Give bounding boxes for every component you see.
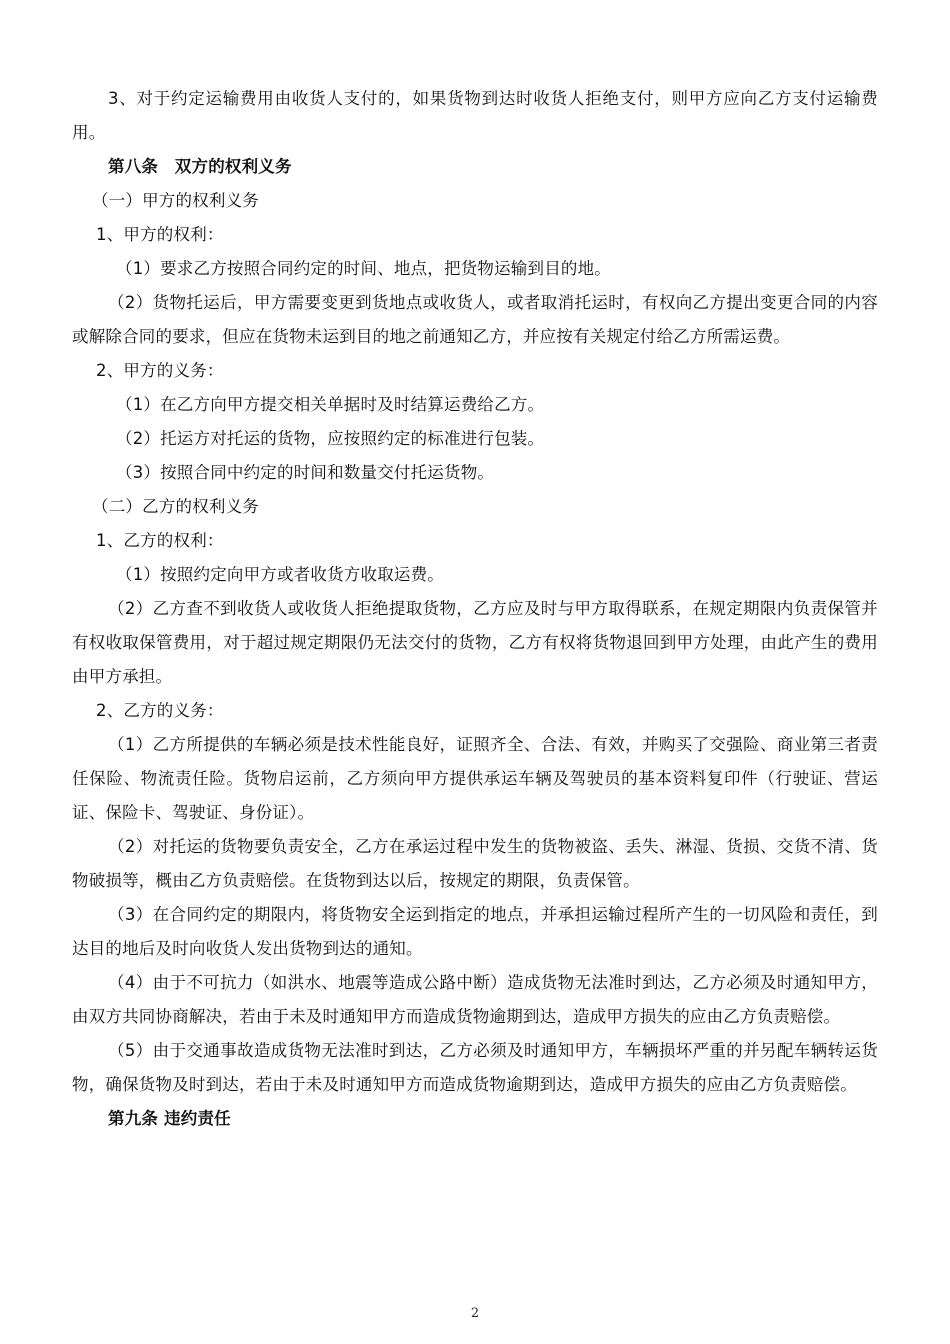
party-a-obligation-2: （2）托运方对托运的货物，应按照约定的标准进行包装。	[116, 429, 545, 448]
heading-article-8: 第八条 双方的权利义务	[108, 157, 292, 176]
party-a-obligation-1: （1）在乙方向甲方提交相关单据时及时结算运费给乙方。	[116, 395, 545, 414]
document-body	[72, 82, 878, 1136]
page-number: 2	[470, 1306, 480, 1321]
section-party-a-rights-obligations: （一）甲方的权利义务	[92, 191, 259, 210]
paragraph-clause-7-item-3: 3、对于约定运输费用由收货人支付的，如果货物到达时收货人拒绝支付，则甲方应向乙方支付运输费用。	[72, 89, 878, 142]
heading-article-9: 第九条 违约责任	[108, 1109, 231, 1128]
party-b-right-1: （1）按照约定向甲方或者收货方收取运费。	[116, 565, 444, 584]
subsection-party-a-rights: 1、甲方的权利：	[96, 225, 224, 244]
party-b-obligation-4: （4）由于不可抗力（如洪水、地震等造成公路中断）造成货物无法准时到达，乙方必须及时通知甲方，由双方共同协商解决，若由于未及时通知甲方而造成货物逾期到达，造成甲方损失的应由乙方负责赔偿。	[72, 973, 878, 1026]
party-b-right-2: （2）乙方查不到收货人或收货人拒绝提取货物，乙方应及时与甲方取得联系，在规定期限内负责保管并有权收取保管费用，对于超过规定期限仍无法交付的货物，乙方有权将货物退回到甲方处理，由此产生的费用由甲方承担。	[72, 599, 878, 686]
party-b-obligation-3: （3）在合同约定的期限内，将货物安全运到指定的地点，并承担运输过程所产生的一切风险和责任，到达目的地后及时向收货人发出货物到达的通知。	[72, 905, 878, 958]
party-a-obligation-3: （3）按照合同中约定的时间和数量交付托运货物。	[116, 463, 495, 482]
subsection-party-a-obligations: 2、甲方的义务：	[96, 361, 224, 380]
party-a-right-2: （2）货物托运后，甲方需要变更到货地点或收货人，或者取消托运时，有权向乙方提出变更合同的内容或解除合同的要求，但应在货物未运到目的地之前通知乙方，并应按有关规定付给乙方所需运费。	[72, 293, 878, 346]
subsection-party-b-obligations: 2、乙方的义务：	[96, 701, 224, 720]
party-b-obligation-1: （1）乙方所提供的车辆必须是技术性能良好，证照齐全、合法、有效，并购买了交强险、商业第三者责任保险、物流责任险。货物启运前，乙方须向甲方提供承运车辆及驾驶员的基本资料复印件（行驶证、营运证、保险卡、驾驶证、身份证）。	[72, 735, 878, 822]
party-b-obligation-5: （5）由于交通事故造成货物无法准时到达，乙方必须及时通知甲方，车辆损坏严重的并另配车辆转运货物，确保货物及时到达，若由于未及时通知甲方而造成货物逾期到达，造成甲方损失的应由乙方负责赔偿。	[72, 1041, 878, 1094]
subsection-party-b-rights: 1、乙方的权利：	[96, 531, 224, 550]
section-party-b-rights-obligations: （二）乙方的权利义务	[92, 497, 259, 516]
party-b-obligation-2: （2）对托运的货物要负责安全，乙方在承运过程中发生的货物被盗、丢失、淋湿、货损、交货不清、货物破损等，概由乙方负责赔偿。在货物到达以后，按规定的期限，负责保管。	[72, 837, 878, 890]
party-a-right-1: （1）要求乙方按照合同约定的时间、地点，把货物运输到目的地。	[116, 259, 611, 278]
